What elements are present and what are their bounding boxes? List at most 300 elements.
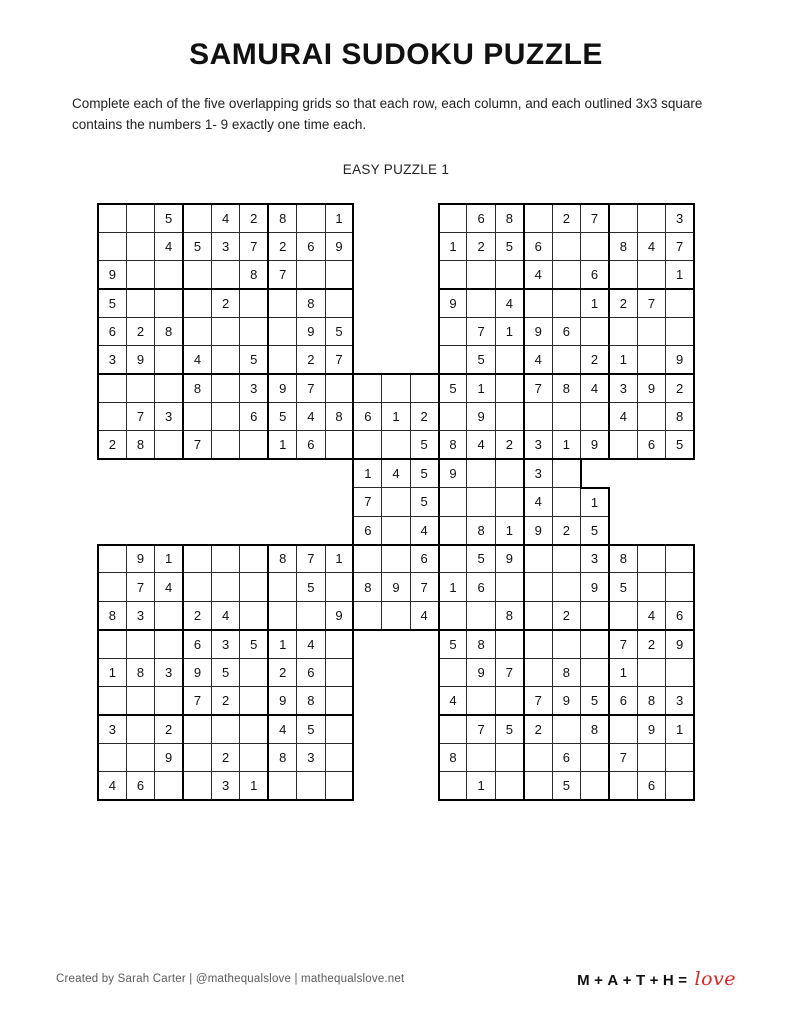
grid-cell-given: 9 bbox=[552, 686, 580, 714]
grid-cell-empty[interactable] bbox=[126, 289, 154, 317]
grid-cell-empty[interactable] bbox=[325, 630, 353, 658]
grid-cell-empty[interactable] bbox=[666, 573, 694, 601]
grid-cell-empty[interactable] bbox=[552, 630, 580, 658]
grid-cell-given: 3 bbox=[98, 346, 126, 374]
grid-cell-given: 9 bbox=[325, 601, 353, 629]
grid-cell-empty[interactable] bbox=[439, 516, 467, 544]
grid-cell-given: 9 bbox=[183, 658, 211, 686]
grid-cell-empty[interactable] bbox=[183, 772, 211, 800]
grid-cell-empty[interactable] bbox=[637, 204, 665, 232]
grid-row bbox=[98, 686, 694, 714]
grid-cell-empty[interactable] bbox=[524, 289, 552, 317]
grid-cell-given: 4 bbox=[268, 715, 296, 743]
grid-cell-empty[interactable] bbox=[552, 261, 580, 289]
grid-spacer bbox=[325, 488, 353, 516]
grid-cell-empty[interactable] bbox=[439, 601, 467, 629]
grid-cell-given: 1 bbox=[609, 658, 637, 686]
logo-equals: = bbox=[678, 972, 688, 989]
grid-spacer bbox=[353, 743, 381, 771]
grid-cell-given: 1 bbox=[495, 516, 523, 544]
grid-cell-empty[interactable] bbox=[297, 772, 325, 800]
grid-cell-empty[interactable] bbox=[666, 545, 694, 573]
grid-cell-empty[interactable] bbox=[382, 545, 410, 573]
grid-row bbox=[98, 459, 694, 487]
grid-cell-empty[interactable] bbox=[240, 545, 268, 573]
grid-cell-empty[interactable] bbox=[126, 204, 154, 232]
grid-cell-empty[interactable] bbox=[439, 715, 467, 743]
grid-cell-empty[interactable] bbox=[524, 204, 552, 232]
grid-cell-given: 9 bbox=[524, 317, 552, 345]
grid-spacer bbox=[410, 658, 438, 686]
grid-cell-given: 8 bbox=[552, 658, 580, 686]
grid-cell-empty[interactable] bbox=[211, 403, 239, 431]
grid-cell-empty[interactable] bbox=[126, 686, 154, 714]
grid-cell-empty[interactable] bbox=[240, 573, 268, 601]
grid-spacer bbox=[410, 686, 438, 714]
grid-cell-given: 2 bbox=[126, 317, 154, 345]
grid-cell-empty[interactable] bbox=[524, 772, 552, 800]
page-title: SAMURAI SUDOKU PUZZLE bbox=[189, 38, 603, 71]
grid-cell-empty[interactable] bbox=[183, 573, 211, 601]
grid-cell-empty[interactable] bbox=[495, 374, 523, 402]
grid-spacer bbox=[410, 204, 438, 232]
grid-spacer bbox=[609, 459, 637, 487]
grid-cell-empty[interactable] bbox=[240, 743, 268, 771]
grid-cell-empty[interactable] bbox=[439, 658, 467, 686]
grid-cell-empty[interactable] bbox=[467, 601, 495, 629]
grid-cell-empty[interactable] bbox=[524, 658, 552, 686]
grid-cell-empty[interactable] bbox=[666, 743, 694, 771]
grid-cell-empty[interactable] bbox=[637, 261, 665, 289]
grid-spacer bbox=[666, 516, 694, 544]
grid-cell-given: 2 bbox=[552, 601, 580, 629]
grid-cell-empty[interactable] bbox=[183, 204, 211, 232]
grid-cell-given: 7 bbox=[240, 232, 268, 260]
grid-cell-given: 3 bbox=[524, 459, 552, 487]
grid-cell-empty[interactable] bbox=[495, 772, 523, 800]
grid-cell-empty[interactable] bbox=[155, 261, 183, 289]
grid-cell-empty[interactable] bbox=[552, 459, 580, 487]
grid-cell-empty[interactable] bbox=[609, 261, 637, 289]
grid-cell-empty[interactable] bbox=[268, 317, 296, 345]
grid-cell-empty[interactable] bbox=[268, 346, 296, 374]
grid-cell-empty[interactable] bbox=[581, 772, 609, 800]
grid-cell-empty[interactable] bbox=[495, 403, 523, 431]
grid-cell-given: 8 bbox=[268, 743, 296, 771]
grid-cell-given: 1 bbox=[581, 488, 609, 516]
grid-cell-empty[interactable] bbox=[325, 573, 353, 601]
grid-cell-given: 3 bbox=[666, 204, 694, 232]
grid-cell-empty[interactable] bbox=[439, 346, 467, 374]
grid-cell-given: 5 bbox=[155, 204, 183, 232]
grid-cell-empty[interactable] bbox=[581, 743, 609, 771]
grid-cell-given: 8 bbox=[240, 261, 268, 289]
grid-cell-given: 9 bbox=[268, 374, 296, 402]
grid-cell-empty[interactable] bbox=[552, 232, 580, 260]
grid-cell-empty[interactable] bbox=[211, 545, 239, 573]
grid-cell-empty[interactable] bbox=[211, 317, 239, 345]
grid-cell-empty[interactable] bbox=[325, 261, 353, 289]
grid-cell-given: 3 bbox=[524, 431, 552, 459]
grid-spacer bbox=[410, 317, 438, 345]
grid-cell-given: 9 bbox=[581, 573, 609, 601]
grid-cell-empty[interactable] bbox=[98, 573, 126, 601]
grid-row bbox=[98, 772, 694, 800]
grid-cell-empty[interactable] bbox=[183, 743, 211, 771]
grid-cell-empty[interactable] bbox=[609, 431, 637, 459]
grid-cell-given: 3 bbox=[155, 403, 183, 431]
grid-cell-given: 5 bbox=[297, 573, 325, 601]
grid-spacer bbox=[410, 715, 438, 743]
grid-cell-empty[interactable] bbox=[524, 630, 552, 658]
grid-spacer bbox=[353, 658, 381, 686]
grid-cell-empty[interactable] bbox=[98, 743, 126, 771]
grid-cell-empty[interactable] bbox=[467, 686, 495, 714]
grid-spacer bbox=[382, 715, 410, 743]
grid-cell-empty[interactable] bbox=[581, 630, 609, 658]
grid-cell-empty[interactable] bbox=[382, 516, 410, 544]
grid-cell-empty[interactable] bbox=[183, 289, 211, 317]
grid-cell-empty[interactable] bbox=[467, 459, 495, 487]
grid-cell-given: 7 bbox=[666, 232, 694, 260]
grid-cell-given: 2 bbox=[98, 431, 126, 459]
grid-cell-empty[interactable] bbox=[552, 573, 580, 601]
grid-cell-empty[interactable] bbox=[581, 317, 609, 345]
samurai-grid-container bbox=[86, 203, 706, 801]
grid-cell-empty[interactable] bbox=[495, 743, 523, 771]
grid-cell-empty[interactable] bbox=[439, 261, 467, 289]
grid-row bbox=[98, 545, 694, 573]
grid-cell-given: 6 bbox=[297, 232, 325, 260]
grid-cell-empty[interactable] bbox=[155, 431, 183, 459]
grid-cell-empty[interactable] bbox=[467, 488, 495, 516]
grid-cell-empty[interactable] bbox=[325, 658, 353, 686]
grid-cell-given: 3 bbox=[609, 374, 637, 402]
grid-cell-given: 5 bbox=[410, 459, 438, 487]
grid-cell-empty[interactable] bbox=[382, 488, 410, 516]
grid-cell-given: 9 bbox=[495, 545, 523, 573]
grid-cell-empty[interactable] bbox=[637, 317, 665, 345]
grid-cell-empty[interactable] bbox=[382, 431, 410, 459]
grid-cell-empty[interactable] bbox=[467, 261, 495, 289]
grid-cell-given: 2 bbox=[495, 431, 523, 459]
grid-cell-empty[interactable] bbox=[495, 488, 523, 516]
grid-spacer bbox=[410, 346, 438, 374]
grid-cell-given: 6 bbox=[666, 601, 694, 629]
grid-cell-empty[interactable] bbox=[155, 686, 183, 714]
grid-cell-given: 5 bbox=[98, 289, 126, 317]
grid-cell-given: 1 bbox=[666, 261, 694, 289]
grid-cell-given: 7 bbox=[126, 573, 154, 601]
grid-cell-empty[interactable] bbox=[183, 545, 211, 573]
grid-cell-given: 3 bbox=[581, 545, 609, 573]
grid-cell-given: 7 bbox=[183, 431, 211, 459]
grid-cell-empty[interactable] bbox=[98, 545, 126, 573]
grid-cell-empty[interactable] bbox=[268, 573, 296, 601]
grid-cell-empty[interactable] bbox=[183, 403, 211, 431]
grid-cell-empty[interactable] bbox=[581, 601, 609, 629]
grid-cell-empty[interactable] bbox=[382, 601, 410, 629]
grid-cell-empty[interactable] bbox=[524, 601, 552, 629]
grid-cell-given: 4 bbox=[637, 601, 665, 629]
grid-spacer bbox=[353, 772, 381, 800]
grid-spacer bbox=[382, 630, 410, 658]
grid-cell-empty[interactable] bbox=[495, 261, 523, 289]
grid-cell-given: 4 bbox=[524, 261, 552, 289]
grid-cell-empty[interactable] bbox=[609, 772, 637, 800]
grid-cell-empty[interactable] bbox=[495, 573, 523, 601]
grid-spacer bbox=[637, 516, 665, 544]
grid-cell-empty[interactable] bbox=[211, 715, 239, 743]
grid-cell-empty[interactable] bbox=[439, 317, 467, 345]
grid-cell-empty[interactable] bbox=[155, 289, 183, 317]
grid-spacer bbox=[353, 630, 381, 658]
grid-cell-empty[interactable] bbox=[581, 403, 609, 431]
grid-cell-empty[interactable] bbox=[637, 743, 665, 771]
grid-cell-empty[interactable] bbox=[581, 658, 609, 686]
grid-cell-given: 1 bbox=[98, 658, 126, 686]
grid-cell-empty[interactable] bbox=[609, 601, 637, 629]
grid-cell-given: 6 bbox=[552, 317, 580, 345]
grid-cell-empty[interactable] bbox=[524, 545, 552, 573]
grid-cell-given: 9 bbox=[382, 573, 410, 601]
grid-cell-given: 1 bbox=[666, 715, 694, 743]
grid-cell-given: 3 bbox=[211, 772, 239, 800]
grid-cell-given: 8 bbox=[439, 743, 467, 771]
grid-cell-given: 5 bbox=[410, 488, 438, 516]
grid-cell-given: 1 bbox=[268, 431, 296, 459]
grid-cell-given: 3 bbox=[98, 715, 126, 743]
grid-cell-given: 8 bbox=[467, 516, 495, 544]
grid-spacer bbox=[666, 459, 694, 487]
grid-cell-empty[interactable] bbox=[297, 601, 325, 629]
grid-cell-empty[interactable] bbox=[98, 630, 126, 658]
grid-cell-given: 2 bbox=[211, 289, 239, 317]
grid-cell-empty[interactable] bbox=[353, 431, 381, 459]
grid-cell-empty[interactable] bbox=[552, 488, 580, 516]
grid-cell-empty[interactable] bbox=[98, 374, 126, 402]
grid-cell-empty[interactable] bbox=[495, 459, 523, 487]
grid-cell-given: 5 bbox=[609, 573, 637, 601]
grid-cell-empty[interactable] bbox=[467, 743, 495, 771]
grid-cell-given: 1 bbox=[268, 630, 296, 658]
grid-cell-given: 6 bbox=[297, 431, 325, 459]
grid-cell-empty[interactable] bbox=[155, 346, 183, 374]
grid-cell-empty[interactable] bbox=[297, 204, 325, 232]
samurai-sudoku-grid bbox=[97, 203, 695, 801]
grid-cell-empty[interactable] bbox=[325, 374, 353, 402]
grid-cell-empty[interactable] bbox=[495, 630, 523, 658]
grid-cell-empty[interactable] bbox=[240, 686, 268, 714]
grid-cell-empty[interactable] bbox=[524, 403, 552, 431]
grid-cell-empty[interactable] bbox=[126, 630, 154, 658]
grid-cell-empty[interactable] bbox=[211, 374, 239, 402]
grid-cell-given: 8 bbox=[183, 374, 211, 402]
grid-cell-empty[interactable] bbox=[240, 601, 268, 629]
grid-cell-empty[interactable] bbox=[325, 431, 353, 459]
grid-cell-empty[interactable] bbox=[98, 204, 126, 232]
grid-cell-given: 9 bbox=[268, 686, 296, 714]
grid-cell-empty[interactable] bbox=[183, 261, 211, 289]
grid-cell-given: 9 bbox=[98, 261, 126, 289]
grid-cell-given: 7 bbox=[467, 317, 495, 345]
grid-spacer bbox=[325, 516, 353, 544]
grid-cell-empty[interactable] bbox=[211, 261, 239, 289]
grid-spacer bbox=[666, 488, 694, 516]
grid-cell-empty[interactable] bbox=[524, 743, 552, 771]
grid-cell-empty[interactable] bbox=[609, 715, 637, 743]
grid-cell-given: 4 bbox=[211, 601, 239, 629]
grid-cell-empty[interactable] bbox=[155, 772, 183, 800]
grid-cell-empty[interactable] bbox=[211, 573, 239, 601]
grid-cell-empty[interactable] bbox=[325, 686, 353, 714]
grid-cell-given: 3 bbox=[240, 374, 268, 402]
grid-spacer bbox=[98, 516, 126, 544]
grid-row bbox=[98, 658, 694, 686]
grid-cell-empty[interactable] bbox=[439, 772, 467, 800]
grid-cell-given: 9 bbox=[637, 715, 665, 743]
grid-cell-given: 8 bbox=[637, 686, 665, 714]
grid-cell-empty[interactable] bbox=[155, 601, 183, 629]
grid-cell-given: 7 bbox=[268, 261, 296, 289]
grid-cell-empty[interactable] bbox=[183, 715, 211, 743]
grid-cell-empty[interactable] bbox=[410, 374, 438, 402]
grid-cell-given: 5 bbox=[268, 403, 296, 431]
grid-cell-given: 2 bbox=[467, 232, 495, 260]
grid-cell-empty[interactable] bbox=[581, 232, 609, 260]
grid-cell-empty[interactable] bbox=[439, 204, 467, 232]
grid-cell-empty[interactable] bbox=[439, 545, 467, 573]
grid-cell-given: 6 bbox=[410, 545, 438, 573]
grid-cell-given: 1 bbox=[439, 232, 467, 260]
grid-cell-empty[interactable] bbox=[268, 772, 296, 800]
grid-cell-empty[interactable] bbox=[637, 658, 665, 686]
logo-t: T bbox=[635, 972, 646, 989]
grid-cell-given: 8 bbox=[666, 403, 694, 431]
grid-cell-given: 2 bbox=[637, 630, 665, 658]
grid-cell-empty[interactable] bbox=[325, 715, 353, 743]
logo-m: M bbox=[577, 972, 591, 989]
grid-cell-empty[interactable] bbox=[666, 772, 694, 800]
grid-cell-given: 6 bbox=[467, 204, 495, 232]
grid-cell-given: 1 bbox=[325, 204, 353, 232]
grid-cell-given: 6 bbox=[467, 573, 495, 601]
grid-cell-empty[interactable] bbox=[98, 686, 126, 714]
grid-cell-empty[interactable] bbox=[609, 317, 637, 345]
grid-cell-empty[interactable] bbox=[126, 374, 154, 402]
grid-cell-given: 7 bbox=[297, 545, 325, 573]
grid-cell-empty[interactable] bbox=[552, 289, 580, 317]
grid-spacer bbox=[126, 488, 154, 516]
grid-cell-empty[interactable] bbox=[439, 488, 467, 516]
grid-cell-empty[interactable] bbox=[240, 289, 268, 317]
grid-cell-empty[interactable] bbox=[240, 658, 268, 686]
grid-spacer bbox=[382, 261, 410, 289]
grid-cell-empty[interactable] bbox=[666, 658, 694, 686]
grid-cell-empty[interactable] bbox=[297, 261, 325, 289]
grid-cell-given: 9 bbox=[439, 289, 467, 317]
grid-cell-empty[interactable] bbox=[495, 686, 523, 714]
grid-cell-given: 2 bbox=[581, 346, 609, 374]
grid-cell-empty[interactable] bbox=[98, 232, 126, 260]
grid-cell-given: 5 bbox=[240, 346, 268, 374]
grid-cell-empty[interactable] bbox=[126, 232, 154, 260]
grid-cell-given: 1 bbox=[155, 545, 183, 573]
grid-cell-given: 4 bbox=[183, 346, 211, 374]
grid-cell-empty[interactable] bbox=[524, 573, 552, 601]
grid-cell-given: 7 bbox=[524, 374, 552, 402]
grid-cell-given: 4 bbox=[524, 346, 552, 374]
grid-cell-given: 7 bbox=[609, 630, 637, 658]
grid-cell-empty[interactable] bbox=[183, 317, 211, 345]
grid-cell-empty[interactable] bbox=[552, 346, 580, 374]
grid-cell-given: 4 bbox=[211, 204, 239, 232]
grid-cell-given: 1 bbox=[382, 403, 410, 431]
grid-cell-empty[interactable] bbox=[325, 772, 353, 800]
grid-cell-empty[interactable] bbox=[268, 289, 296, 317]
grid-cell-empty[interactable] bbox=[211, 431, 239, 459]
grid-cell-empty[interactable] bbox=[609, 204, 637, 232]
grid-cell-given: 3 bbox=[666, 686, 694, 714]
grid-spacer bbox=[126, 459, 154, 487]
grid-cell-empty[interactable] bbox=[552, 715, 580, 743]
grid-cell-empty[interactable] bbox=[637, 346, 665, 374]
grid-cell-empty[interactable] bbox=[467, 289, 495, 317]
grid-cell-empty[interactable] bbox=[211, 346, 239, 374]
grid-cell-empty[interactable] bbox=[325, 289, 353, 317]
grid-cell-empty[interactable] bbox=[552, 545, 580, 573]
grid-cell-empty[interactable] bbox=[353, 601, 381, 629]
grid-spacer bbox=[297, 459, 325, 487]
grid-cell-empty[interactable] bbox=[495, 346, 523, 374]
grid-cell-given: 1 bbox=[467, 772, 495, 800]
grid-spacer bbox=[410, 289, 438, 317]
grid-cell-empty[interactable] bbox=[240, 317, 268, 345]
grid-cell-empty[interactable] bbox=[637, 545, 665, 573]
grid-cell-empty[interactable] bbox=[325, 743, 353, 771]
grid-cell-empty[interactable] bbox=[268, 601, 296, 629]
grid-cell-empty[interactable] bbox=[382, 374, 410, 402]
grid-cell-given: 6 bbox=[552, 743, 580, 771]
grid-cell-given: 8 bbox=[581, 715, 609, 743]
grid-cell-given: 2 bbox=[552, 204, 580, 232]
grid-cell-given: 2 bbox=[268, 232, 296, 260]
grid-cell-empty[interactable] bbox=[666, 289, 694, 317]
grid-cell-empty[interactable] bbox=[353, 374, 381, 402]
grid-cell-empty[interactable] bbox=[240, 715, 268, 743]
grid-cell-empty[interactable] bbox=[126, 261, 154, 289]
grid-cell-empty[interactable] bbox=[353, 545, 381, 573]
grid-cell-empty[interactable] bbox=[637, 403, 665, 431]
grid-cell-given: 2 bbox=[155, 715, 183, 743]
grid-cell-empty[interactable] bbox=[98, 403, 126, 431]
grid-cell-empty[interactable] bbox=[552, 403, 580, 431]
grid-row bbox=[98, 232, 694, 260]
grid-spacer bbox=[581, 459, 609, 487]
grid-cell-empty[interactable] bbox=[240, 431, 268, 459]
grid-cell-empty[interactable] bbox=[126, 743, 154, 771]
grid-row bbox=[98, 601, 694, 629]
grid-cell-empty[interactable] bbox=[666, 317, 694, 345]
grid-cell-empty[interactable] bbox=[439, 403, 467, 431]
grid-spacer bbox=[353, 261, 381, 289]
grid-cell-empty[interactable] bbox=[155, 374, 183, 402]
grid-cell-empty[interactable] bbox=[126, 715, 154, 743]
grid-cell-empty[interactable] bbox=[155, 630, 183, 658]
grid-spacer bbox=[382, 346, 410, 374]
grid-cell-given: 8 bbox=[126, 658, 154, 686]
grid-cell-empty[interactable] bbox=[637, 573, 665, 601]
